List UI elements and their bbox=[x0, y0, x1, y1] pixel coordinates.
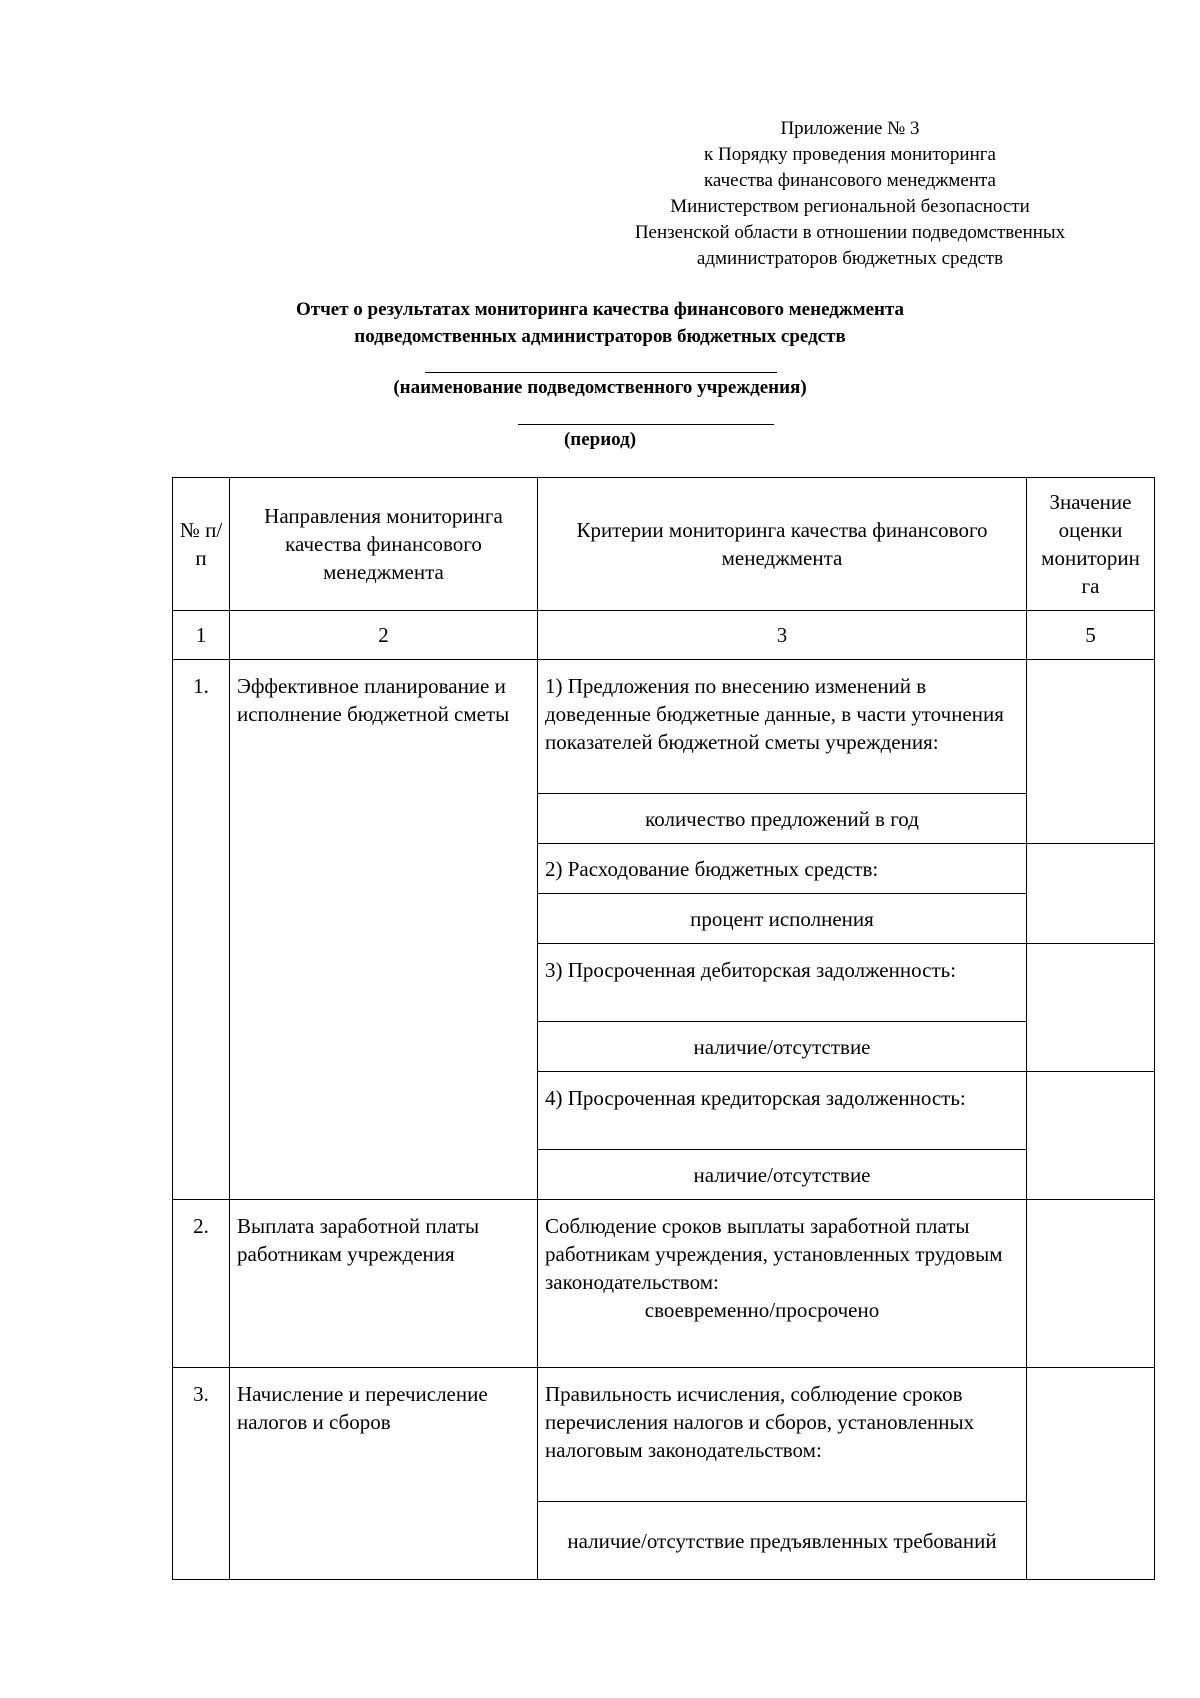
row-direction: Эффективное планирование и исполнение бюджетной сметы bbox=[230, 660, 538, 1200]
criterion-measure: своевременно/просрочено bbox=[644, 1298, 880, 1322]
table-row bbox=[173, 1200, 1155, 1368]
appendix-line: к Порядку проведения мониторинга bbox=[704, 144, 996, 165]
score-cell bbox=[1027, 660, 1155, 844]
row-number: 2. bbox=[173, 1200, 230, 1368]
row-direction: Начисление и перечисление налогов и сборов bbox=[230, 1368, 538, 1580]
criterion-measure: наличие/отсутствие предъявленных требований bbox=[538, 1502, 1027, 1580]
column-number: 2 bbox=[230, 611, 538, 660]
appendix-header bbox=[560, 116, 1140, 272]
criterion-measure: наличие/отсутствие bbox=[538, 1150, 1027, 1200]
score-cell bbox=[1027, 944, 1155, 1072]
row-direction: Выплата заработной платы работникам учреждения bbox=[230, 1200, 538, 1368]
report-title-line-2: подведомственных администраторов бюджетных средств bbox=[354, 326, 846, 347]
column-number: 3 bbox=[538, 611, 1027, 660]
table-row bbox=[173, 660, 1155, 794]
row-number: 1. bbox=[173, 660, 230, 1200]
table-header-row bbox=[173, 478, 1155, 611]
appendix-line: качества финансового менеджмента bbox=[703, 170, 996, 191]
org-name-blank-line bbox=[425, 372, 777, 373]
column-numbers-row bbox=[173, 611, 1155, 660]
criterion-text: 3) Просроченная дебиторская задолженность: bbox=[538, 944, 1027, 1022]
score-cell bbox=[1027, 1072, 1155, 1200]
period-blank-line bbox=[518, 424, 774, 425]
criterion-measure: процент исполнения bbox=[538, 894, 1027, 944]
score-cell bbox=[1027, 1200, 1155, 1368]
header-score: Значение оценки мониторин га bbox=[1027, 478, 1155, 611]
appendix-line: Приложение № 3 bbox=[780, 118, 920, 139]
score-cell bbox=[1027, 1368, 1155, 1580]
appendix-line: Министерством региональной безопасности bbox=[670, 196, 1030, 217]
criterion-text: 1) Предложения по внесению изменений в доведенные бюджетные данные, в части уточнения показателей бюджетной сметы учреждения: bbox=[538, 660, 1027, 794]
criterion-text: 4) Просроченная кредиторская задолженность: bbox=[538, 1072, 1027, 1150]
report-title-line-1: Отчет о результатах мониторинга качества финансового менеджмента bbox=[295, 299, 905, 320]
header-direction: Направления мониторинга качества финансового менеджмента bbox=[230, 478, 538, 611]
column-number: 5 bbox=[1027, 611, 1155, 660]
criterion-text: Правильность исчисления, соблюдение сроков перечисления налогов и сборов, установленных налоговым законодательством: bbox=[538, 1368, 1027, 1502]
appendix-line: Пензенской области в отношении подведомственных bbox=[634, 222, 1066, 243]
score-cell bbox=[1027, 844, 1155, 944]
criterion-cell bbox=[538, 1200, 1027, 1368]
header-criteria: Критерии мониторинга качества финансового менеджмента bbox=[538, 478, 1027, 611]
table-row bbox=[173, 1368, 1155, 1502]
row-number: 3. bbox=[173, 1368, 230, 1580]
appendix-line: администраторов бюджетных средств bbox=[696, 248, 1004, 269]
monitoring-table bbox=[172, 477, 1155, 1580]
criterion-text: 2) Расходование бюджетных средств: bbox=[538, 844, 1027, 894]
org-name-caption: (наименование подведомственного учреждения) bbox=[393, 377, 807, 398]
header-number: № п/п bbox=[173, 478, 230, 611]
report-title bbox=[180, 296, 1020, 350]
period-caption: (период) bbox=[563, 429, 637, 450]
criterion-text: Соблюдение сроков выплаты заработной платы работникам учреждения, установленных трудовым законодательством: bbox=[545, 1214, 1003, 1294]
criterion-measure: количество предложений в год bbox=[538, 794, 1027, 844]
column-number: 1 bbox=[173, 611, 230, 660]
criterion-measure: наличие/отсутствие bbox=[538, 1022, 1027, 1072]
